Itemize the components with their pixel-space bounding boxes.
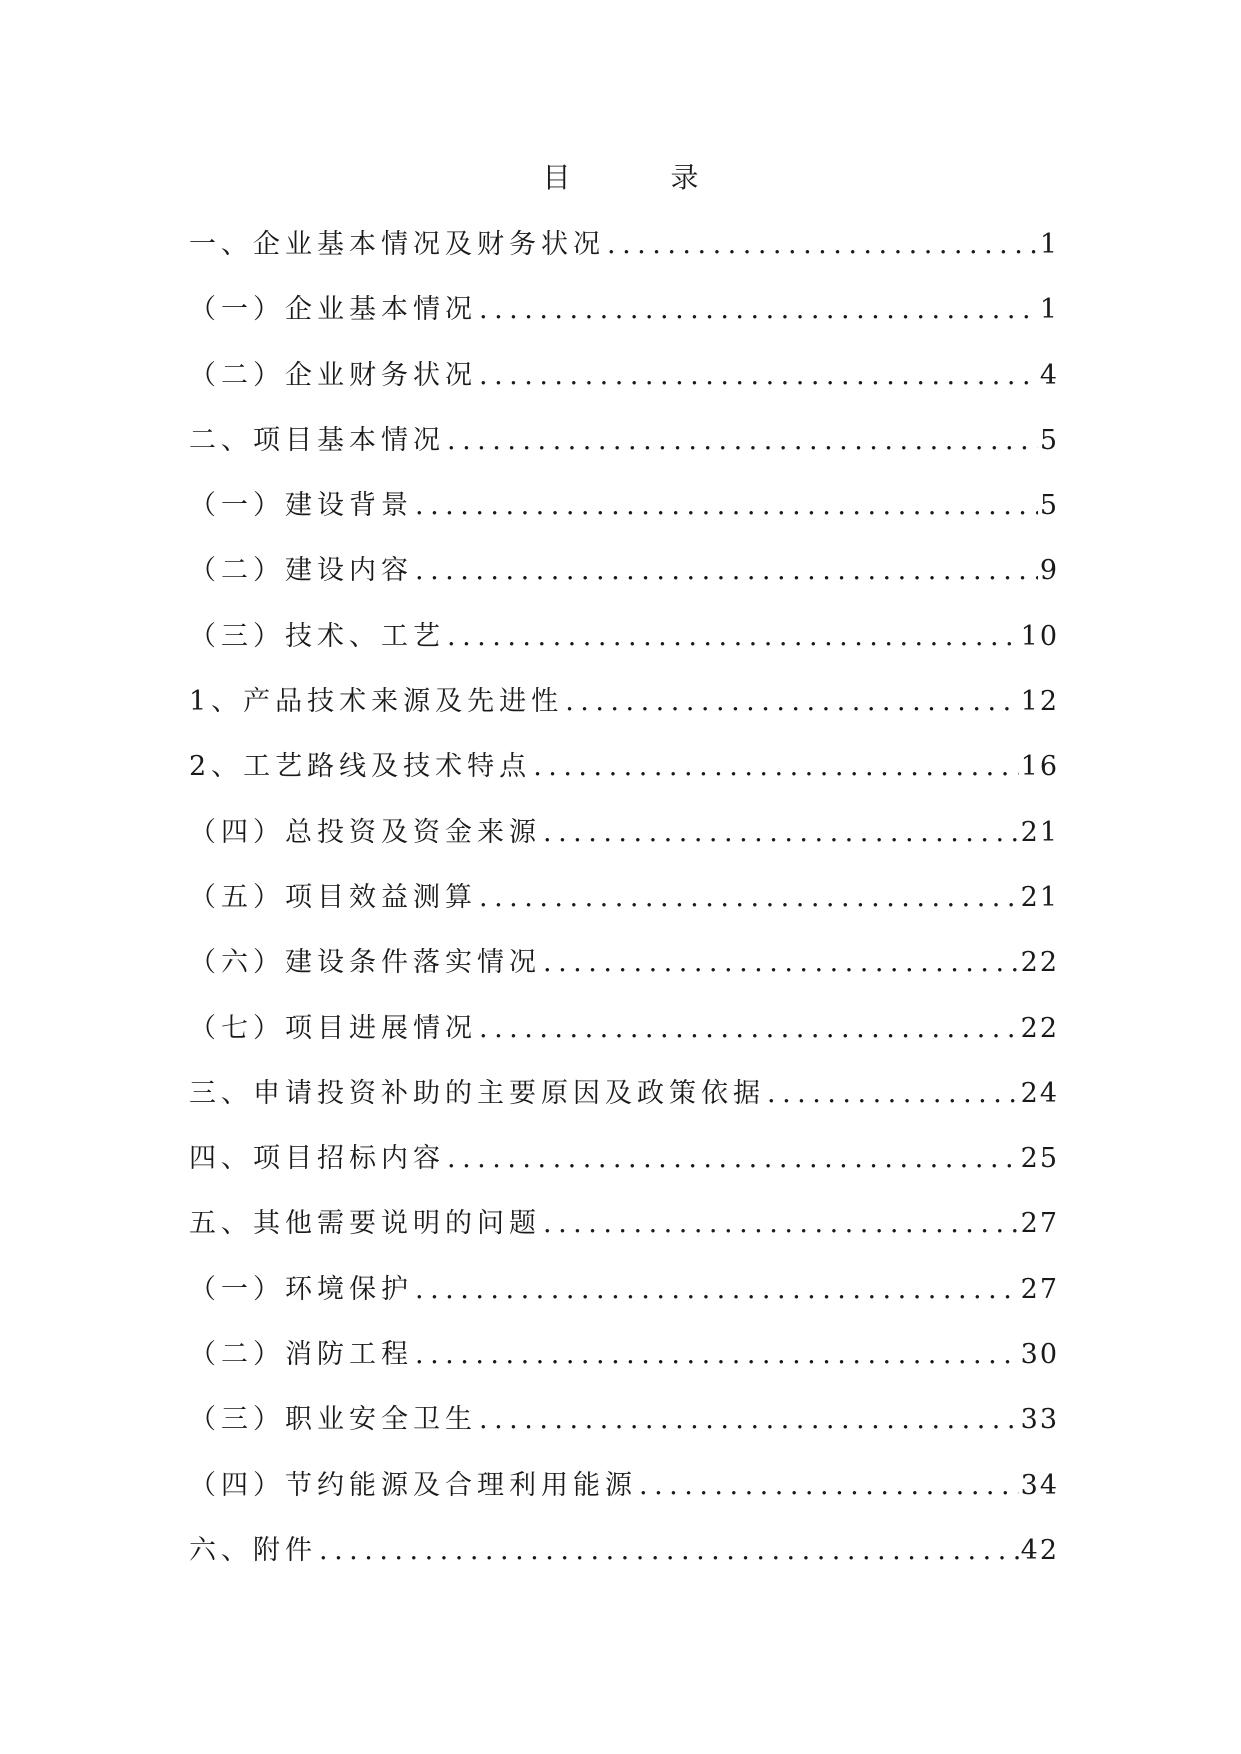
toc-entry-label: 一、企业基本情况及财务状况 xyxy=(189,229,605,260)
toc-dot-leader xyxy=(607,225,1038,265)
toc-entry-page: 16 xyxy=(1020,751,1059,783)
toc-entry-label: （二）建设内容 xyxy=(189,555,413,587)
toc-entry-label: （四）节约能源及合理利用能源 xyxy=(189,1469,637,1501)
toc-entry-label: （四）总投资及资金来源 xyxy=(189,816,541,848)
toc-dot-leader xyxy=(479,290,1038,330)
toc-entry-page: 24 xyxy=(1020,1077,1059,1109)
toc-dot-leader xyxy=(767,1074,1019,1114)
toc-entry[interactable] xyxy=(189,813,1059,878)
toc-entry-label: 四、项目招标内容 xyxy=(189,1143,445,1175)
toc-entry-page: 22 xyxy=(1020,947,1059,979)
toc-entry-label: （三）技术、工艺 xyxy=(189,620,445,652)
toc-entry[interactable] xyxy=(189,1335,1059,1400)
toc-entry-page: 42 xyxy=(1020,1534,1059,1566)
toc-dot-leader xyxy=(447,617,1019,657)
toc-dot-leader xyxy=(565,682,1018,722)
toc-entry[interactable] xyxy=(189,1204,1059,1269)
toc-entry-page: 10 xyxy=(1020,620,1059,652)
toc-entry[interactable] xyxy=(189,878,1059,943)
toc-dot-leader xyxy=(447,421,1038,461)
toc-entry-label: （六）建设条件落实情况 xyxy=(189,947,541,979)
toc-entry-label: （二）企业财务状况 xyxy=(189,359,477,391)
toc-entry[interactable] xyxy=(189,421,1059,486)
toc-entry-page: 27 xyxy=(1020,1208,1059,1240)
toc-entry-label: （三）职业安全卫生 xyxy=(189,1404,477,1436)
toc-dot-leader xyxy=(479,878,1019,918)
toc-dot-leader xyxy=(533,747,1018,787)
toc-entry[interactable] xyxy=(189,1531,1059,1596)
toc-entry-label: （一）建设背景 xyxy=(189,490,413,522)
toc-entry-label: （一）环境保护 xyxy=(189,1273,413,1305)
toc-dot-leader xyxy=(479,1009,1019,1049)
toc-entry[interactable] xyxy=(189,617,1059,682)
toc-entry-label: （五）项目效益测算 xyxy=(189,881,477,913)
toc-entry-label: （二）消防工程 xyxy=(189,1339,413,1371)
toc-list xyxy=(189,225,1059,1596)
toc-entry-page: 1 xyxy=(1039,229,1059,260)
toc-entry[interactable] xyxy=(189,551,1059,616)
toc-entry-page: 21 xyxy=(1020,881,1059,913)
toc-entry[interactable] xyxy=(189,356,1059,421)
toc-entry-page: 5 xyxy=(1039,424,1059,456)
toc-dot-leader xyxy=(479,1400,1019,1440)
toc-title: 目 录 xyxy=(542,161,735,194)
toc-dot-leader xyxy=(479,356,1038,396)
toc-dot-leader xyxy=(415,486,1038,526)
toc-entry-page: 5 xyxy=(1039,490,1059,522)
toc-entry[interactable] xyxy=(189,1009,1059,1074)
toc-entry-page: 21 xyxy=(1020,816,1059,848)
toc-entry-page: 1 xyxy=(1039,294,1059,326)
toc-entry-label: 六、附件 xyxy=(189,1534,317,1566)
toc-entry[interactable] xyxy=(189,486,1059,551)
toc-dot-leader xyxy=(447,1139,1019,1179)
toc-entry[interactable] xyxy=(189,1270,1059,1335)
toc-dot-leader xyxy=(543,1204,1019,1244)
toc-dot-leader xyxy=(639,1466,1019,1506)
toc-entry-label: 1、产品技术来源及先进性 xyxy=(189,686,564,718)
toc-entry[interactable] xyxy=(189,1139,1059,1204)
toc-entry-label: 2、工艺路线及技术特点 xyxy=(189,751,532,783)
toc-entry-page: 22 xyxy=(1020,1012,1059,1044)
toc-entry-label: 五、其他需要说明的问题 xyxy=(189,1208,541,1240)
toc-dot-leader xyxy=(415,551,1038,591)
toc-entry-page: 33 xyxy=(1020,1404,1059,1436)
toc-entry-page: 12 xyxy=(1020,686,1059,718)
toc-dot-leader xyxy=(543,943,1019,983)
toc-entry-label: 二、项目基本情况 xyxy=(189,424,445,456)
toc-entry[interactable] xyxy=(189,1466,1059,1531)
toc-dot-leader xyxy=(319,1531,1019,1571)
toc-entry[interactable] xyxy=(189,682,1059,747)
toc-entry[interactable] xyxy=(189,1400,1059,1465)
toc-entry[interactable] xyxy=(189,747,1059,812)
toc-entry-page: 30 xyxy=(1020,1339,1059,1371)
toc-dot-leader xyxy=(415,1270,1019,1310)
toc-entry-label: 三、申请投资补助的主要原因及政策依据 xyxy=(189,1077,765,1109)
toc-entry-page: 34 xyxy=(1020,1469,1059,1501)
toc-entry-page: 25 xyxy=(1020,1143,1059,1175)
toc-dot-leader xyxy=(415,1335,1019,1375)
toc-entry[interactable] xyxy=(189,290,1059,355)
toc-entry-label: （一）企业基本情况 xyxy=(189,294,477,326)
toc-entry[interactable] xyxy=(189,1074,1059,1139)
toc-entry-page: 9 xyxy=(1039,555,1059,587)
toc-entry-label: （七）项目进展情况 xyxy=(189,1012,477,1044)
toc-entry-page: 27 xyxy=(1020,1273,1059,1305)
toc-dot-leader xyxy=(543,813,1019,853)
toc-entry[interactable] xyxy=(189,943,1059,1008)
toc-entry[interactable] xyxy=(189,225,1059,290)
toc-entry-page: 4 xyxy=(1039,359,1059,391)
